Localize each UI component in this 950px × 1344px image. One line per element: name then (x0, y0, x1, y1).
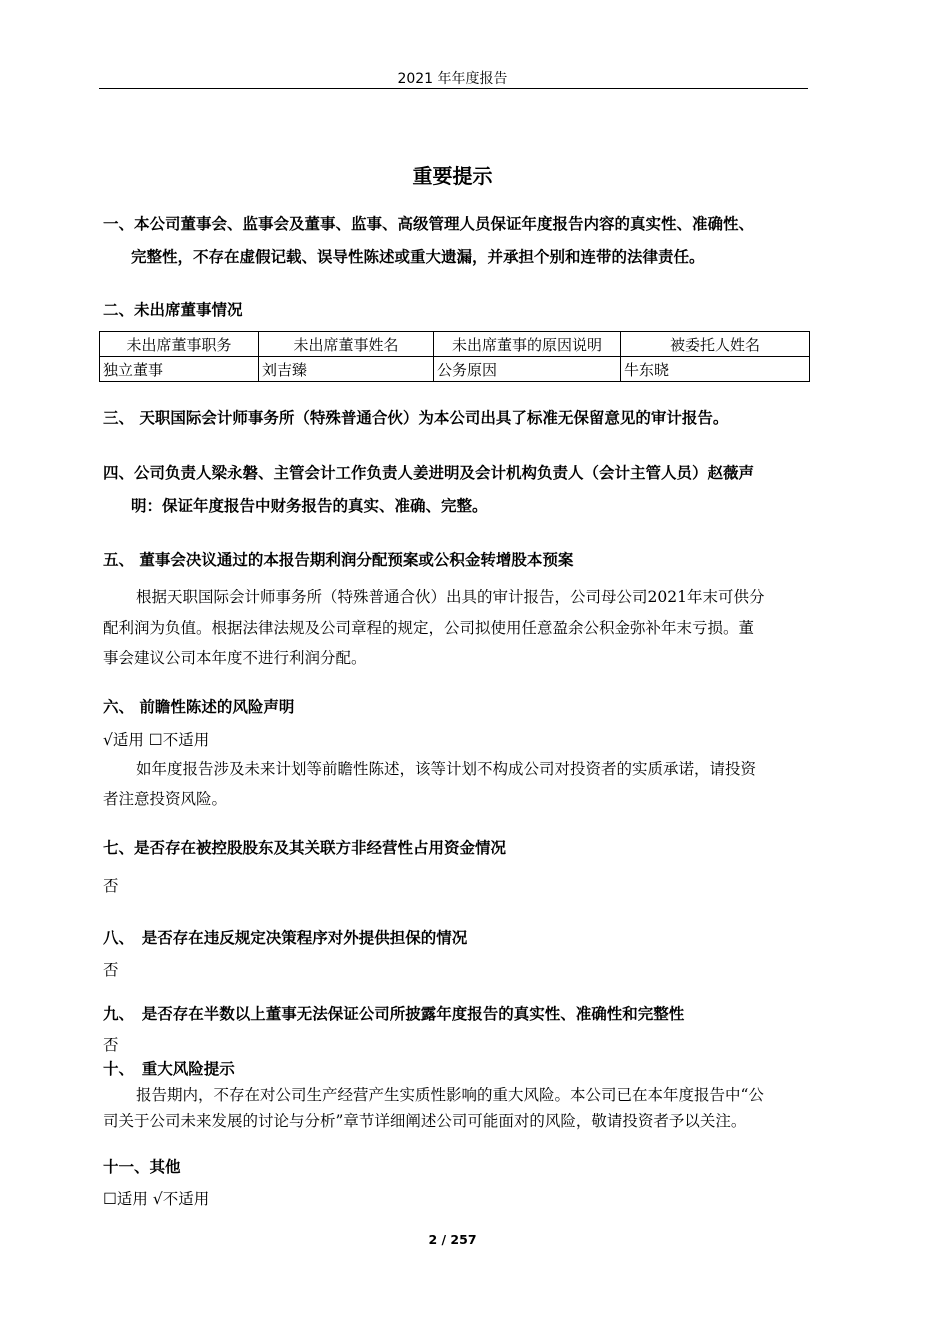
section-11-heading: 十一、其他 (103, 1158, 181, 1176)
table-cell: 牛东晓 (621, 357, 810, 382)
table-header-cell: 未出席董事职务 (100, 332, 259, 357)
section-5-line-3: 事会建议公司本年度不进行利润分配。 (103, 649, 367, 667)
section-2-heading: 二、未出席董事情况 (103, 301, 243, 319)
section-11-applicability: ☐适用 √不适用 (103, 1190, 210, 1208)
section-6-applicability: √适用 ☐不适用 (103, 731, 210, 749)
section-10-line-1: 报告期内，不存在对公司生产经营产生实质性影响的重大风险。本公司已在本年度报告中“公 (136, 1086, 764, 1104)
section-6-line-1: 如年度报告涉及未来计划等前瞻性陈述，该等计划不构成公司对投资者的实质承诺，请投资 (136, 760, 757, 778)
section-6-heading: 六、 前瞻性陈述的风险声明 (103, 698, 295, 716)
section-5-line-2: 配利润为负值。根据法律法规及公司章程的规定，公司拟使用任意盈余公积金弥补年末亏损。董 (103, 619, 755, 637)
table-header-cell: 被委托人姓名 (621, 332, 810, 357)
page-title: 重要提示 (412, 164, 493, 188)
table-header-row (100, 332, 810, 357)
section-8-heading: 八、 是否存在违反规定决策程序对外提供担保的情况 (103, 929, 468, 947)
table-cell: 独立董事 (100, 357, 259, 382)
section-4-line-2: 明：保证年度报告中财务报告的真实、准确、完整。 (131, 497, 488, 515)
section-9-heading: 九、 是否存在半数以上董事无法保证公司所披露年度报告的真实性、准确性和完整性 (103, 1005, 685, 1023)
section-1-line-2: 完整性，不存在虚假记载、误导性陈述或重大遗漏，并承担个别和连带的法律责任。 (131, 248, 705, 266)
section-7-heading: 七、是否存在被控股股东及其关联方非经营性占用资金情况 (103, 839, 507, 857)
page-number: 2 / 257 (428, 1232, 477, 1247)
section-3-text: 三、 天职国际会计师事务所（特殊普通合伙）为本公司出具了标准无保留意见的审计报告。 (103, 409, 729, 427)
header-rule (99, 88, 808, 89)
section-10-line-2: 司关于公司未来发展的讨论与分析”章节详细阐述公司可能面对的风险，敬请投资者予以关注。 (103, 1112, 747, 1130)
section-9-answer: 否 (103, 1036, 119, 1054)
table-row (100, 357, 810, 382)
section-5-line-1: 根据天职国际会计师事务所（特殊普通合伙）出具的审计报告，公司母公司2021年末可供分 (136, 588, 765, 606)
table-cell: 公务原因 (434, 357, 621, 382)
section-5-heading: 五、 董事会决议通过的本报告期利润分配预案或公积金转增股本预案 (103, 551, 574, 569)
section-4-line-1: 四、公司负责人梁永磐、主管会计工作负责人姜进明及会计机构负责人（会计主管人员）赵薇声 (103, 464, 755, 482)
section-6-line-2: 者注意投资风险。 (103, 790, 228, 808)
running-header: 2021 年年度报告 (397, 71, 508, 87)
table-header-cell: 未出席董事的原因说明 (434, 332, 621, 357)
section-8-answer: 否 (103, 961, 119, 979)
absent-directors-table (99, 331, 810, 382)
table-header-cell: 未出席董事姓名 (259, 332, 434, 357)
section-10-heading: 十、 重大风险提示 (103, 1060, 235, 1078)
table-cell: 刘吉臻 (259, 357, 434, 382)
section-1-line-1: 一、本公司董事会、监事会及董事、监事、高级管理人员保证年度报告内容的真实性、准确性、 (103, 215, 755, 233)
section-7-answer: 否 (103, 877, 119, 895)
